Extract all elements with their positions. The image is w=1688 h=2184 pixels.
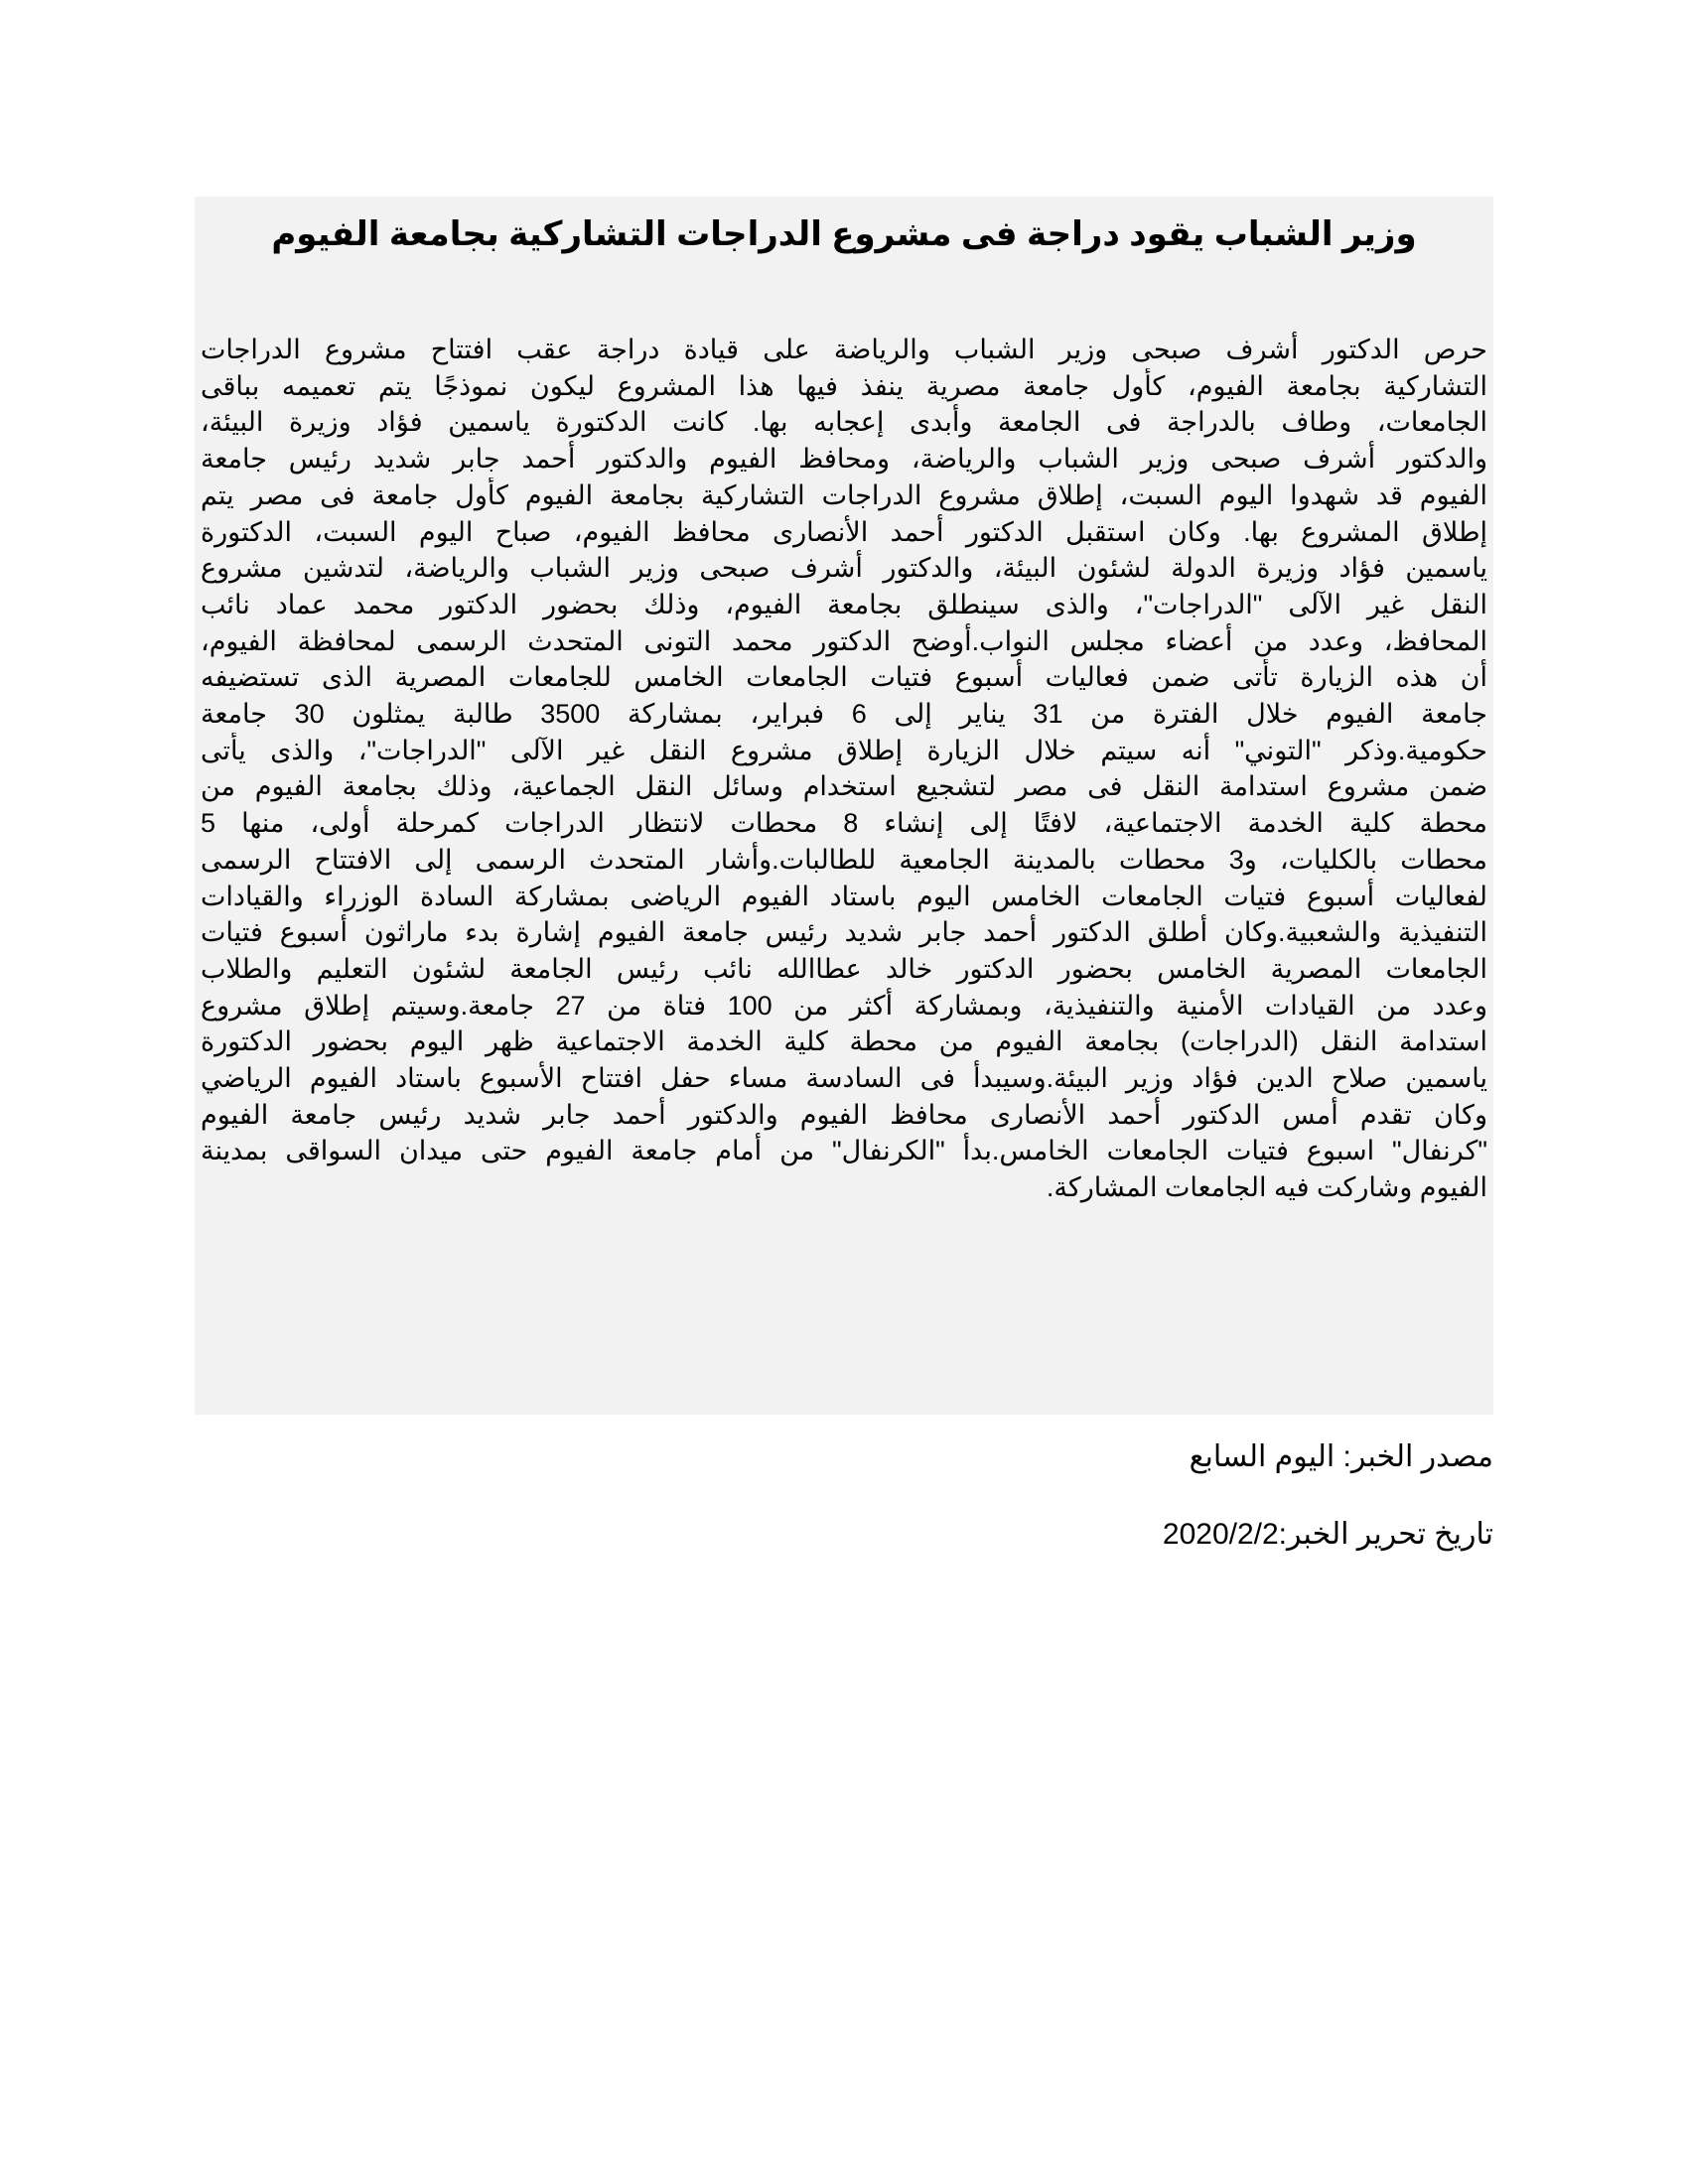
body-line: الجامعات، وطاف بالدراجة فى الجامعة وأبدى إعجابه بها. كانت الدكتورة ياسمين فؤاد وزيرة البيئة، <box>201 407 1487 438</box>
body-line: الجامعات المصرية الخامس بحضور الدكتور خالد عطاالله نائب رئيس الجامعة لشئون التعليم والطلاب <box>201 953 1487 984</box>
body-line: محطات بالكليات، و3 محطات بالمدينة الجامعية للطالبات.وأشار المتحدث الرسمى إلى الافتتاح الرسمى <box>201 844 1487 875</box>
body-line: حرص الدكتور أشرف صبحى وزير الشباب والرياضة على قيادة دراجة عقب افتتاح مشروع الدراجات <box>201 335 1487 364</box>
body-line: المحافظ، وعدد من أعضاء مجلس النواب.أوضح الدكتور محمد التونى المتحدث الرسمى لمحافظة الفيوم، <box>201 625 1487 656</box>
body-line: التنفيذية والشعبية.وكان أطلق الدكتور أحمد جابر شديد رئيس جامعة الفيوم إشارة بدء ماراثون أسبوع فتيات <box>201 917 1487 948</box>
body-line: حكومية.وذكر "التوني" أنه سيتم خلال الزيارة إطلاق مشروع النقل غير الآلى "الدراجات"، والذى يأتى <box>201 735 1487 765</box>
body-line: محطة كلية الخدمة الاجتماعية، لافتًا إلى إنشاء 8 محطات لانتظار الدراجات كمرحلة أولى، منها 5 <box>201 808 1487 839</box>
body-line: وعدد من القيادات الأمنية والتنفيذية، وبمشاركة أكثر من 100 فتاة من 27 جامعة.وسيتم إطلاق مشروع <box>201 990 1487 1021</box>
body-line: إطلاق المشروع بها. وكان استقبل الدكتور أحمد الأنصارى محافظ الفيوم، صباح اليوم السبت، الدكتورة <box>201 516 1487 547</box>
body-line: ياسمين فؤاد وزيرة الدولة لشئون البيئة، والدكتور أشرف صبحى وزير الشباب والرياضة، لتدشين مشروع <box>201 553 1487 584</box>
body-line: استدامة النقل (الدراجات) بجامعة الفيوم من محطة كلية الخدمة الاجتماعية ظهر اليوم بحضور الدكتورة <box>201 1026 1487 1057</box>
body-line: جامعة الفيوم خلال الفترة من 31 يناير إلى 6 فبراير، بمشاركة 3500 طالبة يمثلون 30 جامعة <box>201 699 1487 730</box>
body-line: وكان تقدم أمس الدكتور أحمد الأنصارى محافظ الفيوم والدكتور أحمد جابر شديد رئيس جامعة الفيوم <box>201 1099 1487 1130</box>
body-line: أن هذه الزيارة تأتى ضمن فعاليات أسبوع فتيات الجامعات الخامس للجامعات المصرية الذى تستضيفه <box>201 662 1487 693</box>
body-line: والدكتور أشرف صبحى وزير الشباب والرياضة، ومحافظ الفيوم والدكتور أحمد جابر شديد رئيس جامعة <box>201 444 1487 475</box>
body-line: النقل غير الآلى "الدراجات"، والذى سينطلق بجامعة الفيوم، وذلك بحضور الدكتور محمد عماد نائب <box>201 589 1487 619</box>
body-line: "كرنفال" اسبوع فتيات الجامعات الخامس.بدأ "الكرنفال" من أمام جامعة الفيوم حتى ميدان السواقى بمدينة <box>201 1136 1487 1166</box>
body-line: الفيوم قد شهدوا اليوم السبت، إطلاق مشروع الدراجات التشاركية بجامعة الفيوم كأول جامعة فى مصر يتم <box>201 479 1487 510</box>
body-line: ياسمين صلاح الدين فؤاد وزير البيئة.وسيبدأ فى السادسة مساء حفل افتتاح الأسبوع باستاد الفيوم الرياضي <box>201 1063 1487 1094</box>
edit-date: تاريخ تحرير الخبر:2020/2/2 <box>1162 1518 1493 1551</box>
body-line: لفعاليات أسبوع فتيات الجامعات الخامس اليوم باستاد الفيوم الرياضى بمشاركة السادة الوزراء والقيادات <box>201 881 1487 911</box>
article-box <box>195 197 1493 1415</box>
body-line: الفيوم وشاركت فيه الجامعات المشاركة. <box>1046 1172 1487 1203</box>
article-headline: وزير الشباب يقود دراجة فى مشروع الدراجات التشاركية بجامعة الفيوم <box>271 215 1417 253</box>
body-line: ضمن مشروع استدامة النقل فى مصر لتشجيع استخدام وسائل النقل الجماعية، وذلك بجامعة الفيوم من <box>201 771 1487 802</box>
article-body <box>201 332 1487 1206</box>
news-source: مصدر الخبر: اليوم السابع <box>1189 1440 1493 1473</box>
body-line: التشاركية بجامعة الفيوم، كأول جامعة مصرية ينفذ فيها هذا المشروع ليكون نموذجًا يتم تعميمه بباقى <box>201 370 1487 401</box>
